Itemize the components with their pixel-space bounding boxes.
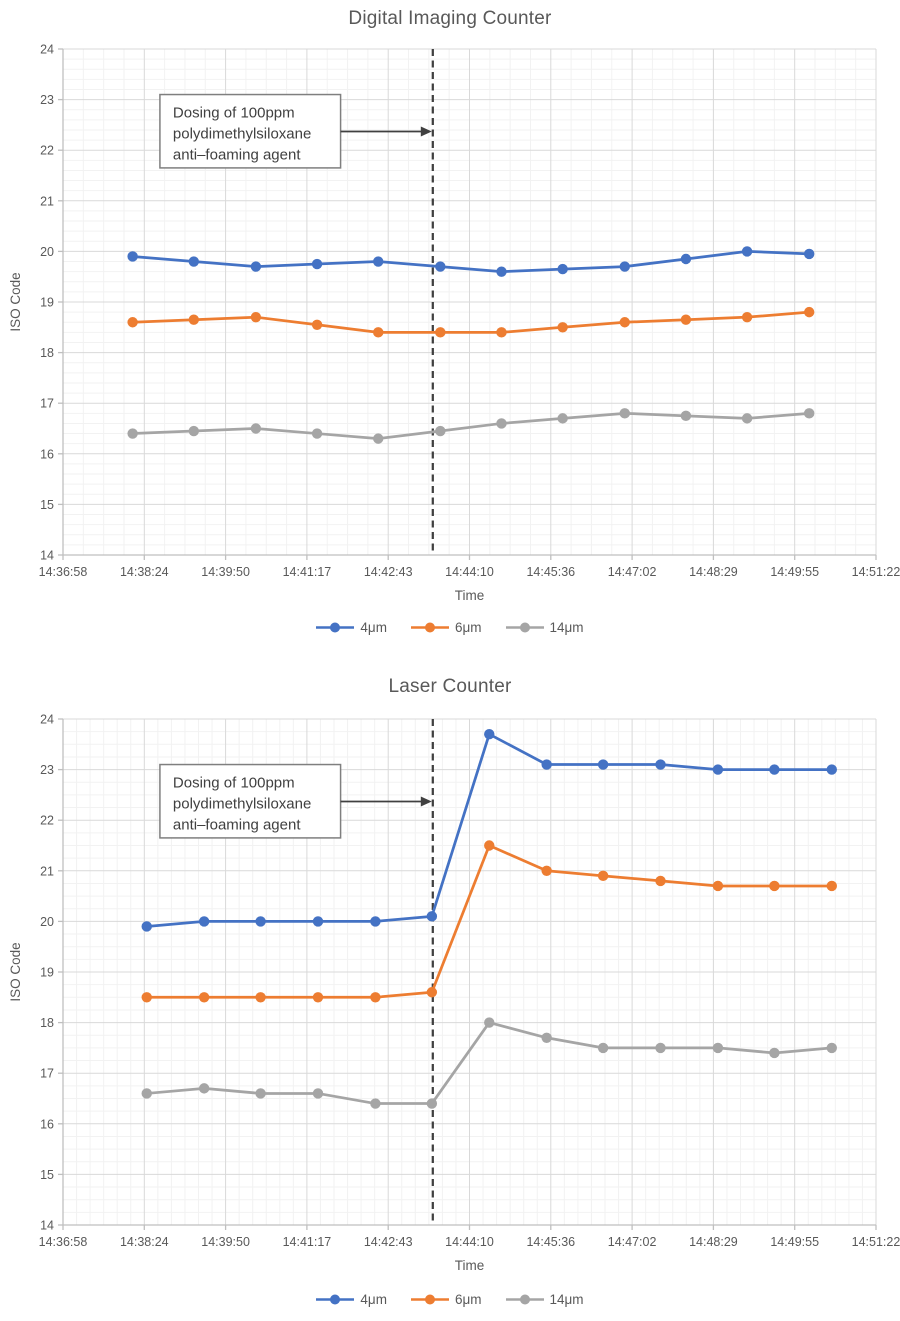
legend-label: 4μm — [360, 1292, 387, 1307]
chart-title-laser: Laser Counter — [388, 676, 512, 697]
data-point-6μm — [484, 840, 494, 850]
data-point-6μm — [655, 876, 665, 886]
legend-label: 6μm — [454, 620, 482, 635]
y-tick-label: 18 — [40, 1016, 54, 1031]
data-point-6μm — [827, 881, 837, 891]
legend-item — [316, 620, 387, 635]
legend-dot — [330, 623, 340, 633]
data-point-6μm — [742, 312, 752, 322]
legend-digital-imaging — [0, 620, 900, 635]
data-point-14μm — [199, 1083, 209, 1093]
y-tick-label: 19 — [40, 965, 54, 980]
y-tick-label: 21 — [40, 194, 54, 209]
data-point-14μm — [804, 408, 814, 418]
data-point-14μm — [370, 1098, 380, 1108]
data-point-4μm — [713, 764, 723, 774]
x-tick-label: 14:49:55 — [770, 1235, 820, 1249]
data-point-4μm — [127, 251, 137, 261]
y-tick-label: 15 — [40, 1167, 54, 1182]
y-axis-title: ISO Code — [8, 272, 23, 332]
data-point-14μm — [251, 423, 261, 433]
data-point-4μm — [769, 764, 779, 774]
legend-dot — [520, 1295, 530, 1305]
x-tick-label: 14:51:22 — [851, 565, 900, 579]
data-point-14μm — [496, 418, 506, 428]
x-tick-label: 14:51:22 — [851, 1235, 900, 1249]
y-tick-label: 24 — [40, 712, 54, 727]
legend-item — [411, 620, 482, 635]
x-tick-label: 14:36:58 — [38, 565, 88, 579]
data-point-6μm — [312, 320, 322, 330]
data-point-6μm — [251, 312, 261, 322]
data-point-4μm — [484, 729, 494, 739]
data-point-6μm — [620, 317, 630, 327]
y-tick-label: 14 — [40, 1218, 54, 1233]
data-point-14μm — [681, 411, 691, 421]
data-point-14μm — [312, 428, 322, 438]
data-point-4μm — [251, 261, 261, 271]
data-point-6μm — [313, 992, 323, 1002]
legend-marker-icon — [506, 1293, 544, 1306]
data-point-6μm — [713, 881, 723, 891]
data-point-4μm — [189, 256, 199, 266]
y-tick-label: 16 — [40, 447, 54, 462]
data-point-6μm — [199, 992, 209, 1002]
data-point-6μm — [373, 327, 383, 337]
legend-item — [411, 1292, 482, 1307]
legend-item — [506, 620, 584, 635]
legend-label: 6μm — [454, 1292, 482, 1307]
y-tick-label: 17 — [40, 396, 54, 411]
y-tick-label: 20 — [40, 914, 54, 929]
y-tick-label: 15 — [40, 497, 54, 512]
data-point-4μm — [370, 916, 380, 926]
data-point-4μm — [435, 261, 445, 271]
x-tick-label: 14:41:17 — [282, 565, 332, 579]
data-point-14μm — [742, 413, 752, 423]
legend-marker-icon — [411, 621, 449, 634]
x-tick-label: 14:39:50 — [201, 565, 250, 579]
x-tick-label: 14:49:55 — [770, 565, 820, 579]
data-point-6μm — [804, 307, 814, 317]
x-tick-label: 14:45:36 — [526, 565, 576, 579]
data-point-4μm — [655, 759, 665, 769]
data-point-4μm — [142, 921, 152, 931]
x-tick-label: 14:36:58 — [38, 1235, 88, 1249]
x-tick-label: 14:38:24 — [119, 1235, 169, 1249]
data-point-6μm — [769, 881, 779, 891]
data-point-4μm — [598, 759, 608, 769]
x-tick-label: 14:42:43 — [363, 1235, 413, 1249]
data-point-6μm — [142, 992, 152, 1002]
annotation-text-line: anti–foaming agent — [172, 816, 301, 834]
data-point-14μm — [427, 1098, 437, 1108]
data-point-4μm — [804, 249, 814, 259]
legend-dot — [425, 623, 435, 633]
chart-section-digital-imaging — [0, 0, 900, 660]
laser-chart-canvas — [0, 708, 900, 1280]
legend-item — [316, 1292, 387, 1307]
y-tick-label: 21 — [40, 864, 54, 879]
legend-dot — [520, 623, 530, 633]
data-point-6μm — [370, 992, 380, 1002]
y-tick-label: 23 — [40, 93, 54, 108]
data-point-4μm — [427, 911, 437, 921]
data-point-14μm — [435, 426, 445, 436]
data-point-14μm — [827, 1043, 837, 1053]
series-line-14μm — [133, 413, 810, 438]
annotation-text-line: anti–foaming agent — [172, 146, 301, 164]
data-point-4μm — [312, 259, 322, 269]
data-point-14μm — [541, 1033, 551, 1043]
legend-marker-icon — [316, 621, 354, 634]
legend-dot — [425, 1295, 435, 1305]
x-tick-label: 14:44:10 — [445, 565, 494, 579]
x-tick-label: 14:38:24 — [119, 565, 169, 579]
data-point-6μm — [541, 866, 551, 876]
chart-title-digital-imaging: Digital Imaging Counter — [348, 8, 552, 29]
data-point-14μm — [769, 1048, 779, 1058]
data-point-14μm — [484, 1017, 494, 1027]
x-tick-label: 14:39:50 — [201, 1235, 250, 1249]
data-point-4μm — [557, 264, 567, 274]
data-point-6μm — [496, 327, 506, 337]
data-point-4μm — [541, 759, 551, 769]
x-tick-label: 14:41:17 — [282, 1235, 332, 1249]
legend-dot — [330, 1295, 340, 1305]
legend-label: 14μm — [549, 1292, 584, 1307]
data-point-14μm — [189, 426, 199, 436]
x-tick-label: 14:47:02 — [607, 565, 657, 579]
data-point-14μm — [373, 433, 383, 443]
legend-laser — [0, 1292, 900, 1307]
data-point-6μm — [681, 315, 691, 325]
legend-marker-icon — [316, 1293, 354, 1306]
y-tick-label: 19 — [40, 295, 54, 310]
y-tick-label: 22 — [40, 813, 54, 828]
data-point-14μm — [620, 408, 630, 418]
data-point-14μm — [142, 1088, 152, 1098]
x-tick-label: 14:42:43 — [363, 565, 413, 579]
data-point-14μm — [598, 1043, 608, 1053]
data-point-6μm — [598, 871, 608, 881]
data-point-6μm — [127, 317, 137, 327]
data-point-4μm — [681, 254, 691, 264]
data-point-14μm — [655, 1043, 665, 1053]
x-tick-label: 14:48:29 — [689, 1235, 738, 1249]
annotation-text-line: polydimethylsiloxane — [172, 125, 312, 143]
x-tick-label: 14:47:02 — [607, 1235, 657, 1249]
chart-section-laser — [0, 660, 900, 1321]
legend-item — [506, 1292, 584, 1307]
data-point-4μm — [496, 266, 506, 276]
data-point-14μm — [313, 1088, 323, 1098]
data-point-4μm — [255, 916, 265, 926]
x-tick-label: 14:45:36 — [526, 1235, 576, 1249]
legend-label: 4μm — [360, 620, 387, 635]
y-tick-label: 24 — [40, 42, 54, 57]
data-point-4μm — [742, 246, 752, 256]
data-point-14μm — [557, 413, 567, 423]
data-point-4μm — [313, 916, 323, 926]
y-tick-label: 17 — [40, 1066, 54, 1081]
y-tick-label: 16 — [40, 1117, 54, 1132]
data-point-14μm — [713, 1043, 723, 1053]
x-axis-title: Time — [454, 1258, 485, 1273]
legend-marker-icon — [411, 1293, 449, 1306]
annotation-text-line: Dosing of 100ppm — [172, 774, 295, 792]
annotation-arrow-head — [421, 126, 432, 136]
y-tick-label: 14 — [40, 548, 54, 563]
y-tick-label: 23 — [40, 763, 54, 778]
x-tick-label: 14:48:29 — [689, 565, 738, 579]
data-point-6μm — [427, 987, 437, 997]
data-point-4μm — [620, 261, 630, 271]
legend-marker-icon — [506, 621, 544, 634]
series-line-14μm — [147, 1023, 832, 1104]
data-point-14μm — [127, 428, 137, 438]
data-point-4μm — [199, 916, 209, 926]
data-point-6μm — [255, 992, 265, 1002]
y-tick-label: 18 — [40, 346, 54, 361]
annotation-text-line: Dosing of 100ppm — [172, 104, 295, 122]
data-point-6μm — [435, 327, 445, 337]
y-tick-label: 22 — [40, 143, 54, 158]
data-point-6μm — [189, 315, 199, 325]
y-tick-label: 20 — [40, 244, 54, 259]
legend-label: 14μm — [549, 620, 584, 635]
y-axis-title: ISO Code — [8, 942, 23, 1002]
annotation-arrow-head — [421, 796, 432, 806]
data-point-4μm — [827, 764, 837, 774]
x-tick-label: 14:44:10 — [445, 1235, 494, 1249]
data-point-4μm — [373, 256, 383, 266]
digital-imaging-chart-canvas — [0, 38, 900, 610]
data-point-14μm — [255, 1088, 265, 1098]
data-point-6μm — [557, 322, 567, 332]
annotation-text-line: polydimethylsiloxane — [172, 795, 312, 813]
x-axis-title: Time — [454, 588, 485, 603]
